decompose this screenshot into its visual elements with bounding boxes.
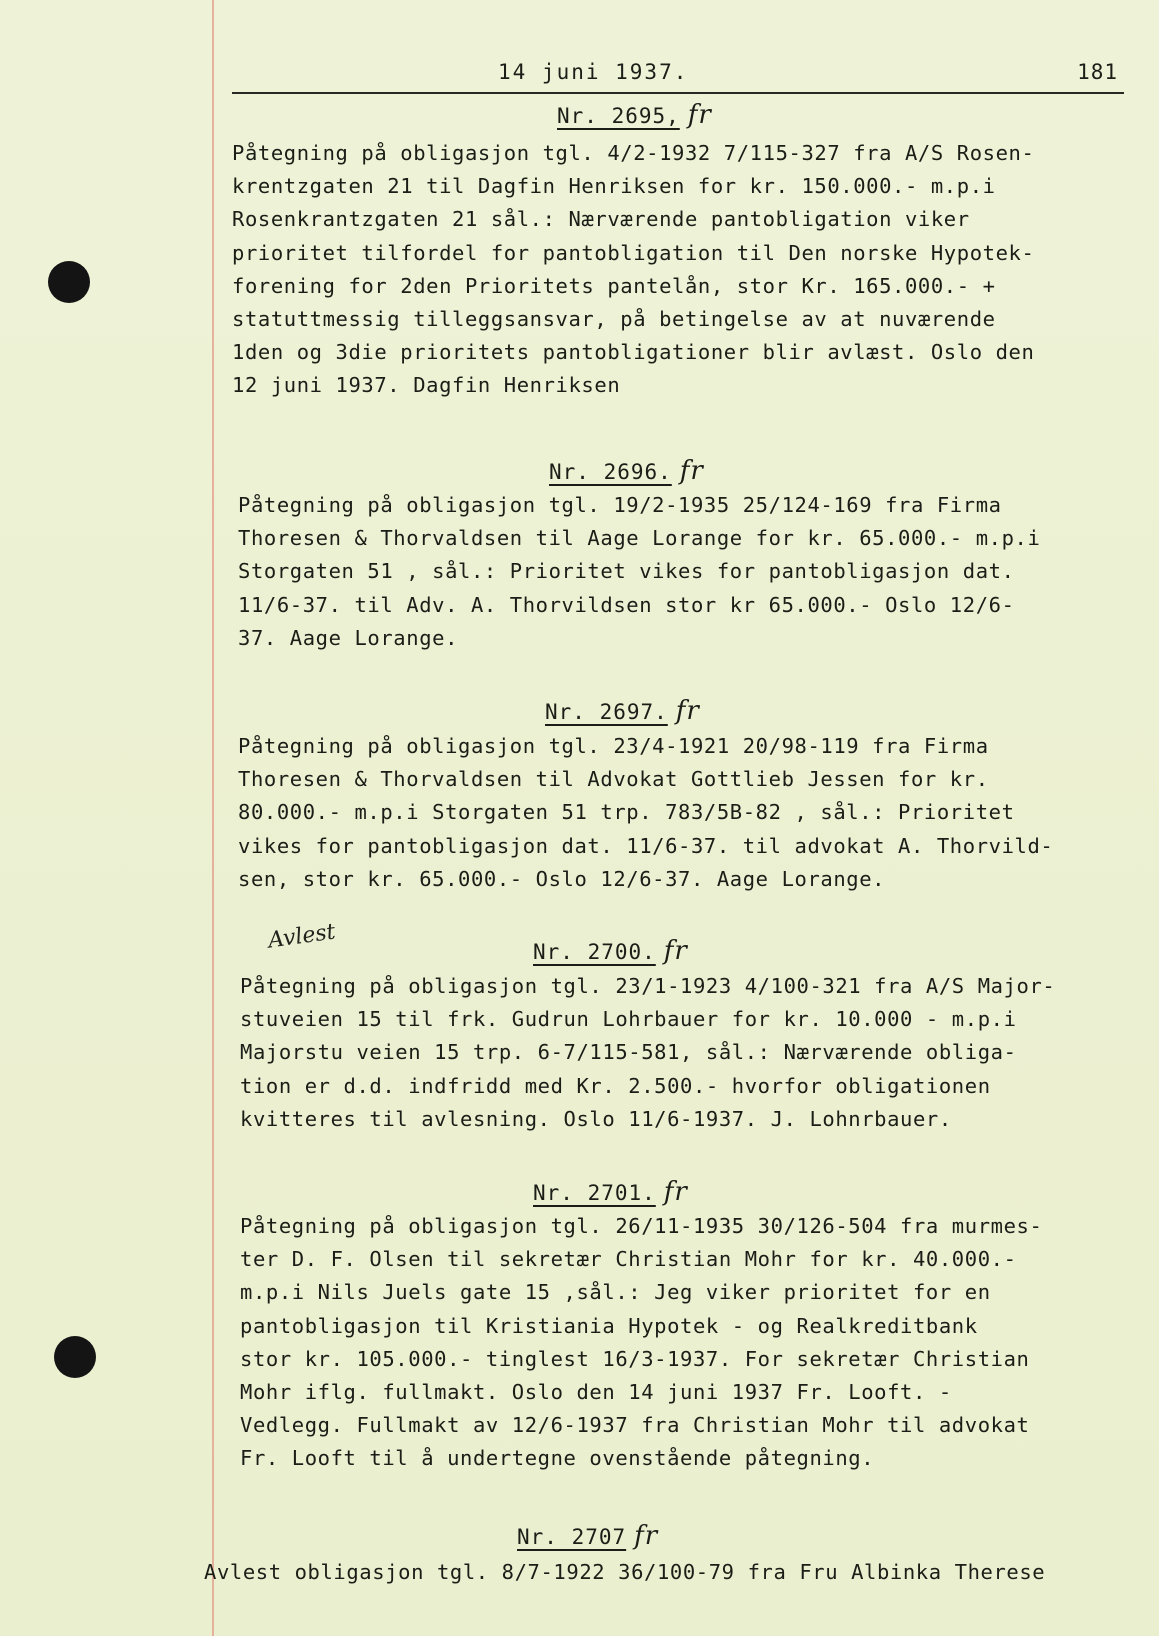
entry-number-2700 [533, 936, 688, 966]
entry-number-text: Nr. 2697. [545, 700, 668, 724]
entry-number-2695 [557, 100, 712, 130]
text-line: Majorstu veien 15 trp. 6-7/115-581, sål.: Nærværende obliga- [240, 1040, 1017, 1065]
text-line: Rosenkrantzgaten 21 sål.: Nærværende pantobligation viker [232, 207, 970, 232]
entry-number-text: Nr. 2696. [549, 460, 672, 484]
text-line: 1den og 3die prioritets pantobligationer blir avlæst. Oslo den [232, 340, 1035, 365]
entry-text-2707 [204, 1556, 1084, 1589]
header-date: 14 juni 1937. [498, 60, 689, 84]
entry-number-2697 [545, 696, 700, 726]
handwritten-initial: fr [663, 1177, 688, 1207]
page-number: 181 [1077, 60, 1118, 84]
entry-number-text: Nr. 2695, [557, 104, 680, 128]
text-line: kvitteres til avlesning. Oslo 11/6-1937. J. Lohnrbauer. [240, 1106, 952, 1131]
entry-text-2701 [240, 1210, 1120, 1476]
text-line: Thoresen & Thorvaldsen til Aage Lorange for kr. 65.000.- m.p.i [238, 526, 1041, 551]
text-line: tion er d.d. indfridd med Kr. 2.500.- hvorfor obligationen [240, 1073, 991, 1098]
text-line: Påtegning på obligasjon tgl. 4/2-1932 7/115-327 fra A/S Rosen- [232, 141, 1035, 165]
text-line: Påtegning på obligasjon tgl. 26/11-1935 30/126-504 fra murmes- [240, 1214, 1043, 1238]
text-line: ter D. F. Olsen til sekretær Christian Mohr for kr. 40.000.- [240, 1247, 1017, 1272]
text-line: stuveien 15 til frk. Gudrun Lohrbauer for kr. 10.000 - m.p.i [240, 1007, 1017, 1032]
text-line: Påtegning på obligasjon tgl. 23/4-1921 20/98-119 fra Firma [238, 734, 989, 758]
margin-rule [212, 0, 214, 1636]
text-line: stor kr. 105.000.- tinglest 16/3-1937. For sekretær Christian [240, 1346, 1030, 1371]
handwritten-note-avlest: Avlest [266, 919, 338, 954]
handwritten-initial: fr [663, 936, 688, 966]
text-line: Påtegning på obligasjon tgl. 19/2-1935 25/124-169 fra Firma [238, 493, 1002, 517]
entry-number-2701 [533, 1177, 688, 1207]
text-line: krentzgaten 21 til Dagfin Henriksen for kr. 150.000.- m.p.i [232, 174, 996, 199]
text-line: prioritet tilfordel for pantobligation til Den norske Hypotek- [232, 240, 1035, 265]
entry-number-text: Nr. 2700. [533, 940, 656, 964]
entry-text-2697 [238, 730, 1118, 896]
text-line: Mohr iflg. fullmakt. Oslo den 14 juni 1937 Fr. Looft. - [240, 1379, 952, 1404]
text-line: statuttmessig tilleggsansvar, på betingelse av at nuværende [232, 306, 996, 331]
entry-number-2707 [517, 1521, 658, 1551]
text-line: 11/6-37. til Adv. A. Thorvildsen stor kr 65.000.- Oslo 12/6- [238, 592, 1015, 617]
text-line: pantobligasjon til Kristiania Hypotek - og Realkreditbank [240, 1313, 978, 1338]
text-line: Storgaten 51 , sål.: Prioritet vikes for pantobligasjon dat. [238, 559, 1015, 584]
text-line: Avlest obligasjon tgl. 8/7-1922 36/100-79 fra Fru Albinka Therese [204, 1560, 1046, 1584]
page-header [232, 58, 1124, 94]
handwritten-initial: fr [675, 696, 700, 726]
text-line: Thoresen & Thorvaldsen til Advokat Gottlieb Jessen for kr. [238, 767, 989, 792]
punch-hole-bottom [54, 1336, 96, 1378]
text-line: Fr. Looft til å undertegne ovenstående påtegning. [240, 1446, 875, 1471]
text-line: 37. Aage Lorange. [238, 625, 459, 650]
handwritten-initial: fr [687, 100, 712, 130]
entry-number-text: Nr. 2701. [533, 1181, 656, 1205]
text-line: 12 juni 1937. Dagfin Henriksen [232, 373, 621, 398]
punch-hole-top [48, 261, 90, 303]
entry-text-2695 [232, 137, 1112, 403]
entry-text-2700 [240, 970, 1120, 1136]
entry-number-text: Nr. 2707 [517, 1525, 627, 1549]
handwritten-initial: fr [634, 1521, 659, 1551]
text-line: m.p.i Nils Juels gate 15 ,sål.: Jeg viker prioritet for en [240, 1280, 991, 1305]
entry-text-2696 [238, 489, 1118, 655]
text-line: Vedlegg. Fullmakt av 12/6-1937 fra Christian Mohr til advokat [240, 1413, 1030, 1438]
handwritten-initial: fr [679, 456, 704, 486]
text-line: vikes for pantobligasjon dat. 11/6-37. til advokat A. Thorvild- [238, 833, 1054, 858]
text-line: sen, stor kr. 65.000.- Oslo 12/6-37. Aage Lorange. [238, 866, 886, 891]
text-line: Påtegning på obligasjon tgl. 23/1-1923 4/100-321 fra A/S Major- [240, 974, 1056, 998]
text-line: forening for 2den Prioritets pantelån, stor Kr. 165.000.- + [232, 273, 996, 298]
text-line: 80.000.- m.p.i Storgaten 51 trp. 783/5B-82 , sål.: Prioritet [238, 800, 1015, 825]
entry-number-2696 [549, 456, 704, 486]
